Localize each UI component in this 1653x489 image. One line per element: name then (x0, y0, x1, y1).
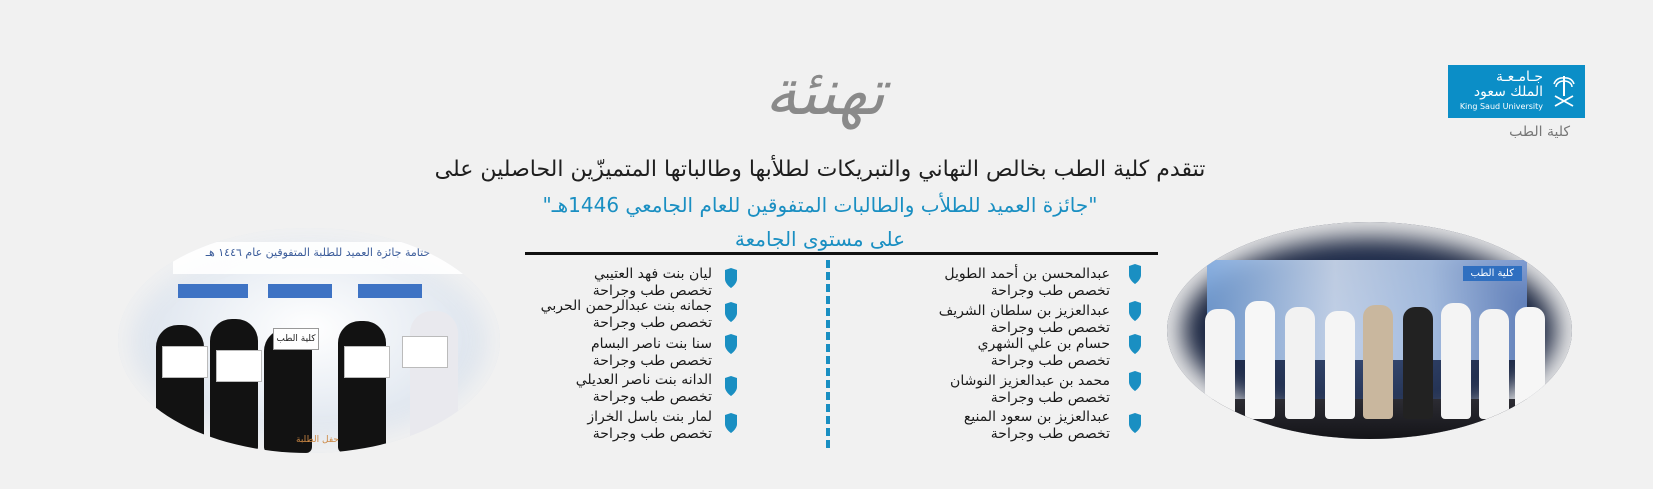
person (1479, 309, 1509, 419)
winner-name: عبدالمحسن بن أحمد الطويل (944, 266, 1110, 282)
award-level: على مستوى الجامعة (734, 227, 906, 251)
female-winners-photo (118, 228, 500, 453)
winner-name: حسام بن علي الشهري (977, 336, 1110, 352)
event-banner: حفل الطلبة (296, 435, 339, 445)
person (1515, 307, 1545, 419)
shield-icon (724, 268, 738, 288)
board-label (358, 284, 422, 298)
shield-icon (1128, 334, 1142, 354)
shield-icon (724, 376, 738, 396)
board-label (178, 284, 248, 298)
winner-name: الدانه بنت ناصر العديلي (575, 372, 712, 388)
person (338, 321, 386, 453)
shield-icon (724, 334, 738, 354)
award-title: "جائزة العميد للطلأب والطالبات المتفوقين للعام الجامعي 1446هـ" (542, 193, 1098, 217)
congratulations-calligraphy: تهنئة (764, 56, 886, 130)
shield-icon (1128, 371, 1142, 391)
shield-icon (1128, 413, 1142, 433)
winner-name: سنا بنت ناصر البسام (590, 336, 712, 352)
certificate (344, 346, 390, 378)
list-item (978, 336, 1110, 370)
shield-icon (724, 302, 738, 322)
person (1441, 303, 1471, 419)
winner-specialty: تخصص طب وجراحة (990, 320, 1110, 336)
person (1325, 311, 1355, 419)
person (210, 319, 258, 453)
person (410, 311, 458, 453)
shield-icon (1128, 301, 1142, 321)
vertical-dashed-divider (826, 260, 830, 448)
winner-specialty: تخصص طب وجراحة (592, 315, 712, 331)
photo-banner-title: ختامة جائزة العميد للطلبة المتفوقين عام ١٤٤٦ هـ (205, 246, 431, 259)
winner-specialty: تخصص طب وجراحة (592, 389, 712, 405)
list-item (593, 266, 712, 300)
shield-icon (724, 413, 738, 433)
college-label: كلية الطب (1509, 124, 1570, 140)
winner-name: ليان بنت فهد العتيبي (593, 266, 712, 282)
shield-icon (1128, 264, 1142, 284)
university-name-ar-line2: الملك سعود (1473, 84, 1543, 100)
person (156, 325, 204, 453)
list-item (587, 409, 712, 443)
certificate (162, 346, 208, 378)
certificate (216, 350, 262, 382)
stage-banner: كلية الطب (1463, 266, 1522, 281)
person (1403, 307, 1433, 419)
winner-specialty: تخصص طب وجراحة (990, 426, 1110, 442)
palm-swords-emblem-icon (1549, 72, 1579, 112)
winner-specialty: تخصص طب وجراحة (990, 353, 1110, 369)
winner-specialty: تخصص طب وجراحة (990, 283, 1110, 299)
person (1245, 301, 1275, 419)
winner-specialty: تخصص طب وجراحة (990, 390, 1110, 406)
person (1285, 307, 1315, 419)
college-sign: كلية الطب (273, 328, 319, 350)
list-item (964, 409, 1110, 443)
list-item (944, 266, 1110, 300)
university-logo (1448, 65, 1585, 118)
winner-name: عبدالعزيز بن سعود المنيع (963, 409, 1110, 425)
person (1363, 305, 1393, 419)
list-item (541, 298, 712, 332)
winner-specialty: تخصص طب وجراحة (592, 426, 712, 442)
headline-line1: تتقدم كلية الطب بخالص التهاني والتبريكات لطلأبها وطالباتها المتميزّين الحاصلين على (434, 157, 1206, 182)
winner-name: محمد بن عبدالعزيز النوشان (950, 373, 1110, 389)
list-item (950, 373, 1110, 407)
list-item (576, 372, 712, 406)
university-name-ar (1474, 70, 1543, 100)
winner-specialty: تخصص طب وجراحة (592, 283, 712, 299)
certificate (402, 336, 448, 368)
university-name-en: King Saud University (1459, 102, 1543, 111)
list-item (591, 336, 712, 370)
person (1205, 309, 1235, 419)
winner-specialty: تخصص طب وجراحة (592, 353, 712, 369)
horizontal-divider (525, 252, 1158, 255)
winner-name: لمار بنت باسل الخراز (587, 409, 712, 425)
winner-name: عبدالعزيز بن سلطان الشريف (938, 303, 1110, 319)
male-winners-photo (1167, 222, 1572, 439)
board-label (268, 284, 332, 298)
university-name-ar-line1: جـامـعـة (1496, 69, 1543, 85)
winner-name: جمانه بنت عبدالرحمن الحربي (540, 298, 712, 314)
list-item (939, 303, 1110, 337)
